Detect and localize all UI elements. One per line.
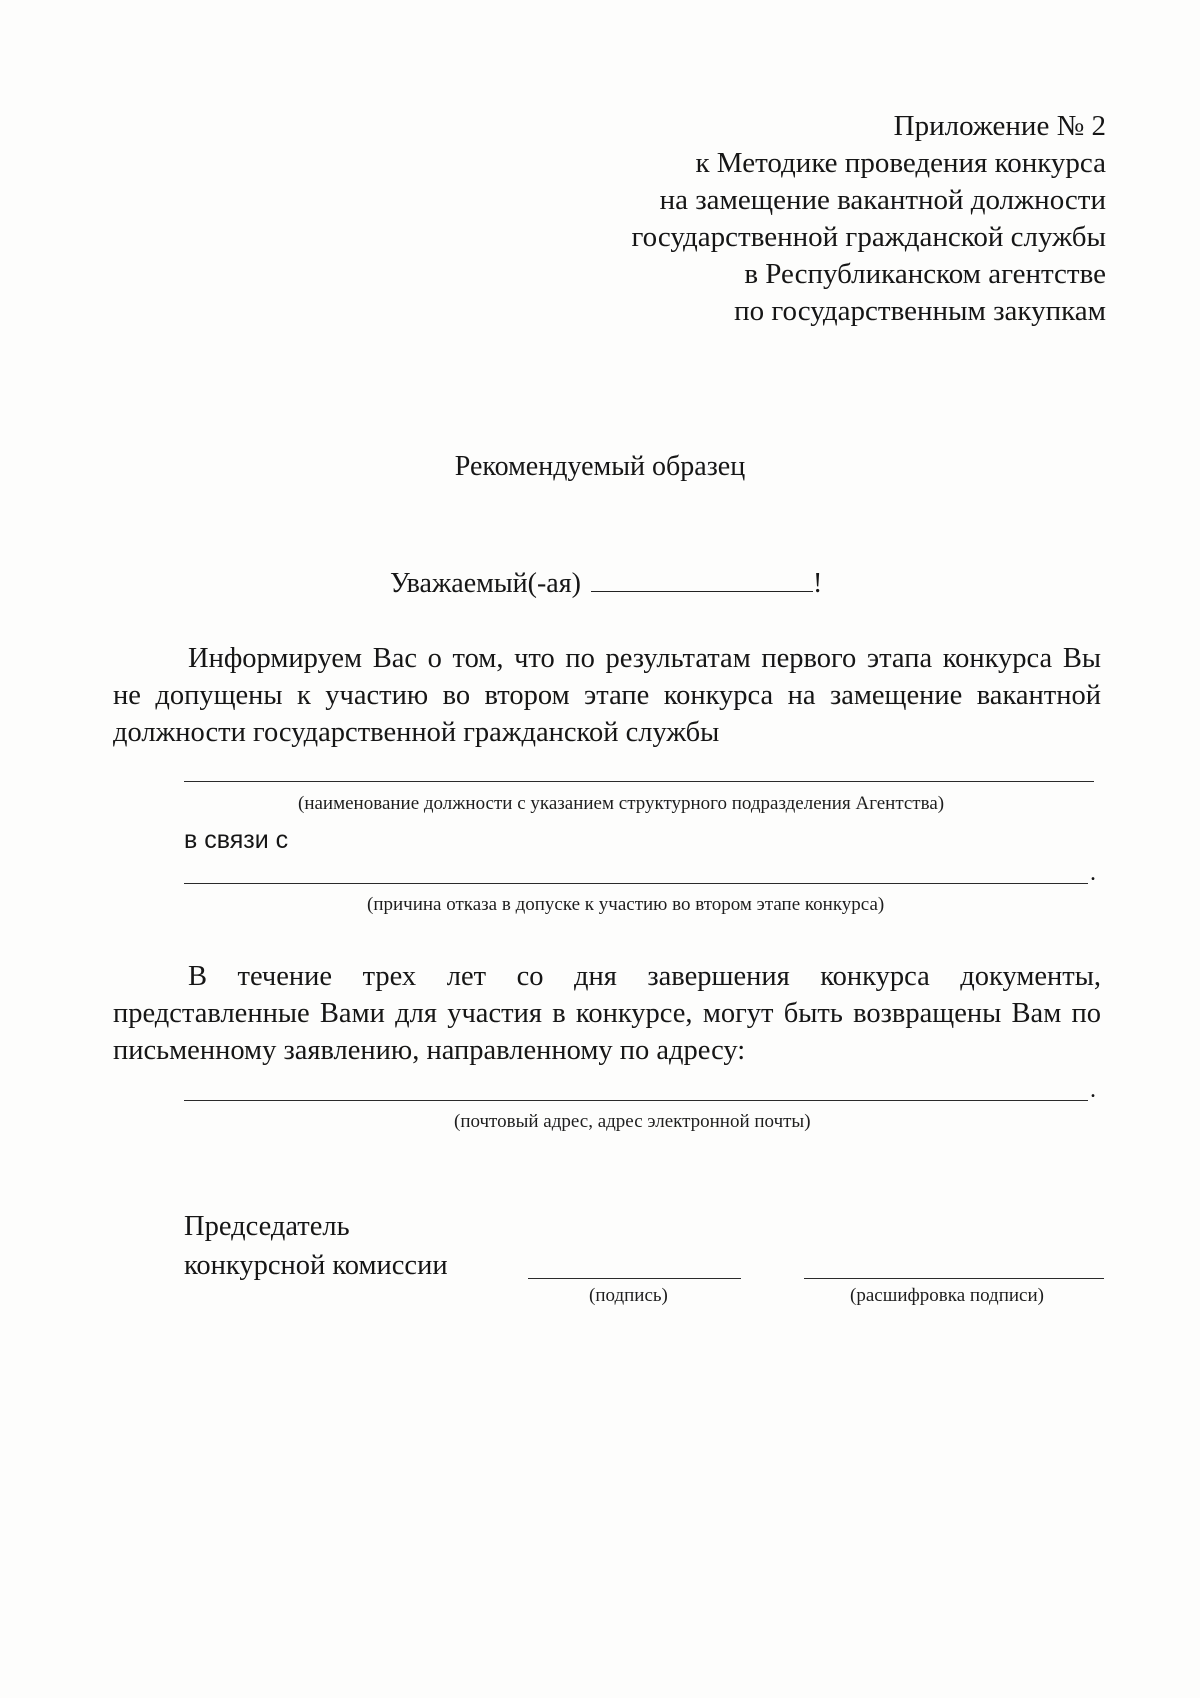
signature-caption: (подпись) (589, 1285, 668, 1306)
greeting (390, 567, 822, 600)
documents-paragraph: В течение трех лет со дня завершения конкурса документы, представленные Вами для участия в конкурсе, могут быть возвращены Вам по письменному заявлению, направленному по адресу: (113, 961, 1101, 1066)
header-line-3: на замещение вакантной должности (659, 184, 1106, 216)
chairman-title-line2: конкурсной комиссии (184, 1250, 448, 1281)
sample-title: Рекомендуемый образец (454, 451, 746, 482)
due-to-label: в связи с (184, 826, 289, 854)
position-caption: (наименование должности с указанием структурного подразделения Агентства) (298, 793, 945, 814)
chairman-title-line1: Председатель (184, 1211, 350, 1242)
address-period: . (1090, 1077, 1096, 1103)
signature-decode-blank-line (804, 1278, 1104, 1279)
notice-paragraph: Информируем Вас о том, что по результатам первого этапа конкурса Вы не допущены к участию во втором этапе конкурса на замещение вакантной должности государственной гражданской службы (113, 643, 1101, 748)
appendix-header (632, 108, 1107, 330)
address-blank-line (184, 1100, 1088, 1101)
greeting-exclamation: ! (812, 568, 823, 599)
reason-blank-line (184, 883, 1088, 884)
address-caption: (почтовый адрес, адрес электронной почты) (454, 1111, 811, 1132)
header-line-4: государственной гражданской службы (631, 221, 1106, 253)
reason-period: . (1090, 860, 1096, 886)
header-line-1: Приложение № 2 (893, 110, 1106, 142)
signature-decode-caption: (расшифровка подписи) (850, 1285, 1044, 1306)
header-line-5: в Республиканском агентстве (744, 258, 1106, 290)
position-blank-line (184, 781, 1094, 782)
reason-caption: (причина отказа в допуске к участию во втором этапе конкурса) (367, 894, 885, 915)
addressee-blank (591, 567, 813, 592)
greeting-text: Уважаемый(-ая) (390, 568, 581, 599)
header-line-6: по государственным закупкам (734, 295, 1106, 327)
header-line-2: к Методике проведения конкурса (695, 147, 1106, 179)
signature-blank-line (528, 1278, 741, 1279)
